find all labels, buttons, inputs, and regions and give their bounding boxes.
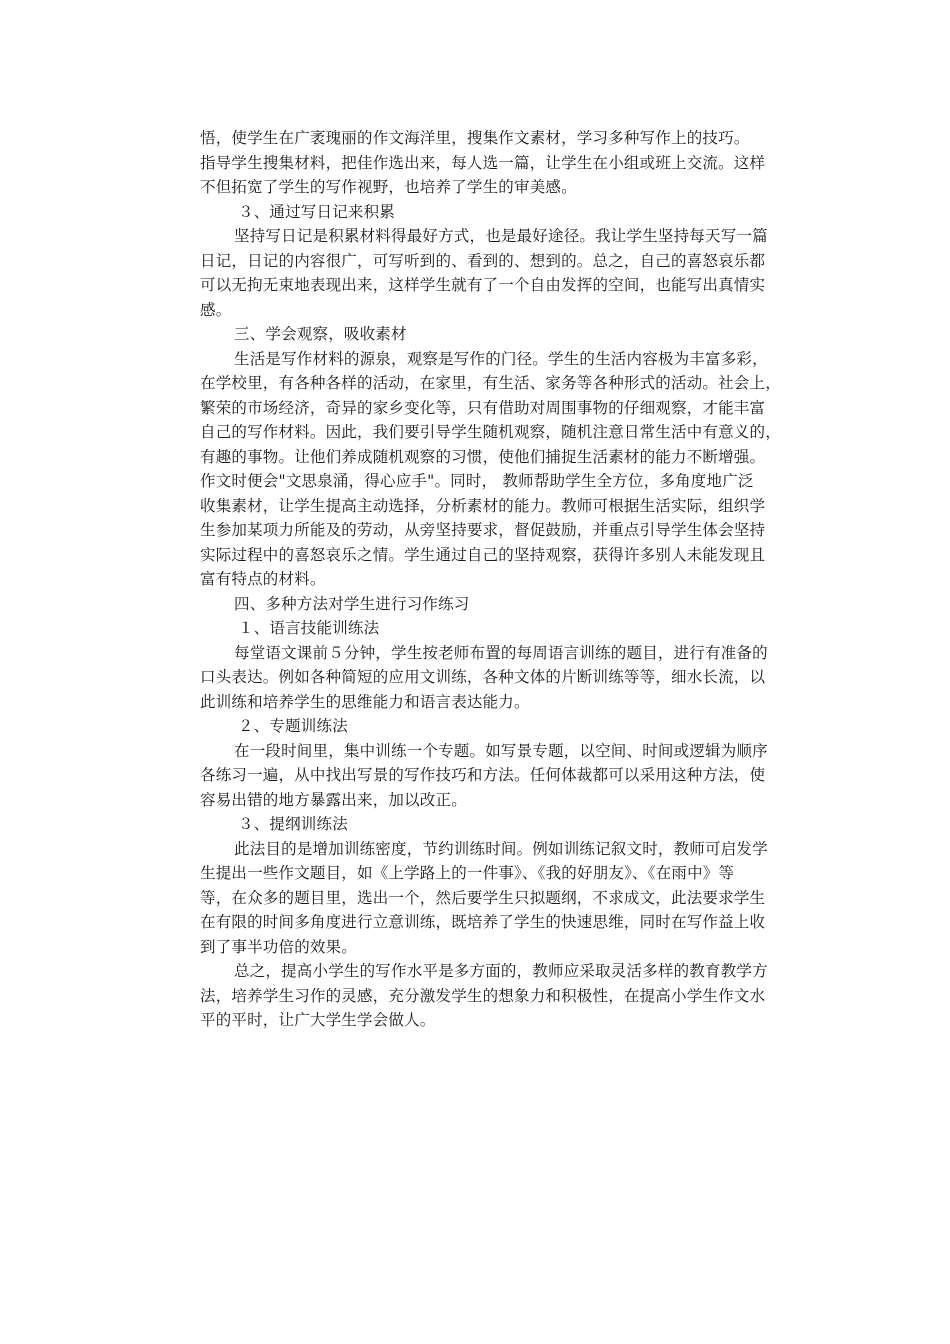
text-line: 生活是写作材料的源泉，观察是写作的门径。学生的生活内容极为丰富多彩， [234, 349, 768, 368]
text-line: 指导学生搜集材料，把佳作选出来，每人选一篇，让学生在小组或班上交流。这样 [200, 153, 766, 172]
text-line: 繁荣的市场经济，奇异的家乡变化等，只有借助对周围事物的仔细观察，才能丰富 [200, 398, 766, 417]
text-line: 有趣的事物。让他们养成随机观察的习惯，使他们捕捉生活素材的能力不断增强。 [200, 447, 766, 466]
text-line: 坚持写日记是积累材料得最好方式，也是最好途径。我让学生坚持每天写一篇 [234, 227, 768, 245]
text-line: 在一段时间里，集中训练一个专题。如写景专题，以空间、时间或逻辑为顺序 [234, 741, 768, 760]
text-line: 悟，使学生在广袤瑰丽的作文海洋里，搜集作文素材，学习多种写作上的技巧。 [200, 129, 750, 147]
text-line: 自己的写作材料。因此，我们要引导学生随机观察，随机注意日常生活中有意义的， [200, 423, 781, 441]
text-line: 生提出一些作文题目，如《上学路上的一件事》、《我的好朋友》、《在雨中》等 [200, 864, 735, 882]
text-line: 收集素材，让学生提高主动选择，分析素材的能力。教师可根据生活实际，组织学 [200, 496, 766, 515]
text-line: 每堂语文课前５分钟，学生按老师布置的每周语言训练的题目，进行有准备的 [234, 643, 768, 662]
subsection-heading: ３、通过写日记来积累 [238, 202, 396, 221]
text-line: 不但拓宽了学生的写作视野，也培养了学生的审美感。 [200, 178, 577, 196]
text-line: 总之，提高小学生的写作水平是多方面的，教师应采取灵活多样的教育教学方 [234, 962, 768, 980]
text-line: 富有特点的材料。 [200, 570, 326, 588]
text-line: 平的平时，让广大学生学会做人。 [200, 1011, 436, 1029]
subsection-heading: ２、专题训练法 [238, 717, 348, 735]
text-line: 作文时便会"文思泉涌，得心应手"。同时， 教师帮助学生全方位，多角度地广泛 [200, 472, 754, 490]
text-line: 可以无拘无束地表现出来，这样学生就有了一个自由发挥的空间，也能写出真情实 [200, 276, 766, 294]
text-line: 等，在众多的题目里，选出一个，然后要学生只拟题纲，不求成文，此法要求学生 [200, 888, 766, 907]
text-line: 此法目的是增加训练密度，节约训练时间。例如训练记叙文时，教师可启发学 [234, 839, 768, 858]
text-line: 感。 [200, 300, 232, 319]
subsection-heading: １、语言技能训练法 [238, 619, 380, 637]
text-line: 各练习一遍，从中找出写景的写作技巧和方法。任何体裁都可以采用这种方法，使 [200, 766, 766, 784]
text-line: 到了事半功倍的效果。 [200, 937, 358, 956]
text-line: 实际过程中的喜怒哀乐之情。学生通过自己的坚持观察，获得许多别人未能发现且 [200, 545, 766, 564]
text-line: 日记，日记的内容很广，可写听到的、看到的、想到的。总之，自己的喜怒哀乐都 [200, 251, 766, 270]
text-line: 容易出错的地方暴露出来，加以改正。 [200, 790, 467, 809]
section-heading: 三、学会观察，吸收素材 [234, 325, 407, 343]
text-line: 法，培养学生习作的灵感，充分激发学生的想象力和积极性，在提高小学生作文水 [200, 986, 766, 1005]
text-line: 此训练和培养学生的思维能力和语言表达能力。 [200, 692, 530, 711]
subsection-heading: ３、提纲训练法 [238, 815, 348, 833]
text-line: 在有限的时间多角度进行立意训练，既培养了学生的快速思维，同时在写作益上收 [200, 913, 766, 931]
text-line: 口头表达。例如各种简短的应用文训练，各种文体的片断训练等等，细水长流，以 [200, 668, 766, 686]
section-heading: 四、多种方法对学生进行习作练习 [234, 594, 470, 613]
document-body [200, 126, 812, 1033]
text-line: 在学校里，有各种各样的活动，在家里，有生活、家务等各种形式的活动。社会上， [200, 374, 781, 392]
text-line: 生参加某项力所能及的劳动，从旁坚持要求，督促鼓励，并重点引导学生体会坚持 [200, 521, 766, 539]
